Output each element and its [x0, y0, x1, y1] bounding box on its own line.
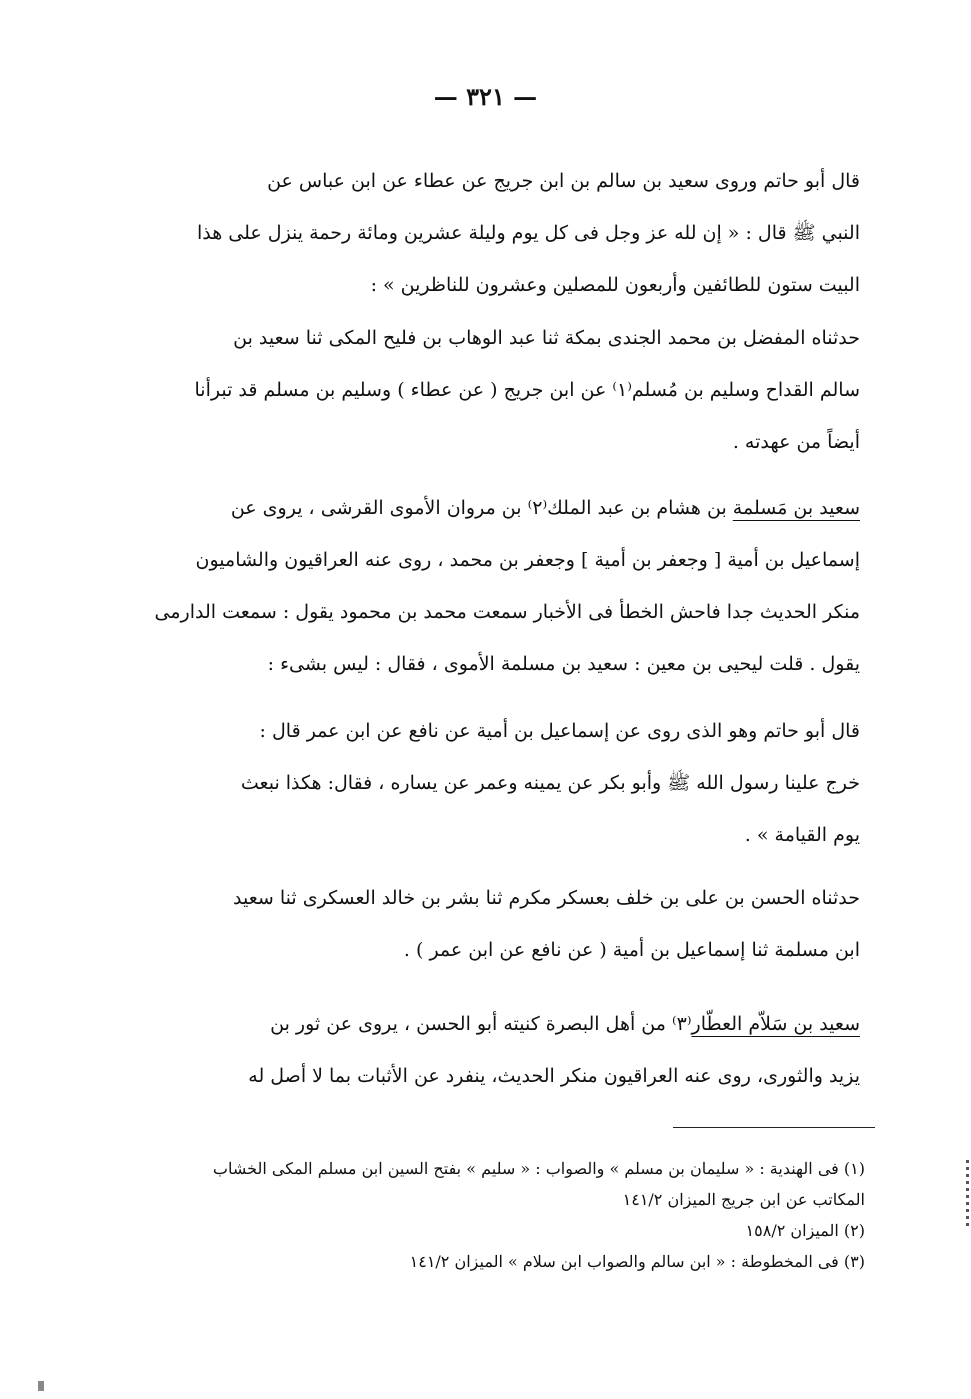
footnote: المكاتب عن ابن جريج الميزان ١٤١/٢	[622, 1190, 865, 1209]
text-line: يوم القيامة » .	[744, 824, 860, 846]
text-line-rest: بن هشام بن عبد الملك⁽٢⁾ بن مروان الأموى القرشى ، يروى عن	[230, 497, 727, 519]
text-line: قال أبو حاتم وهو الذى روى عن إسماعيل بن أمية عن نافع عن ابن عمر قال :	[259, 720, 860, 742]
footnote: (١) فى الهندية : « سليمان بن مسلم » والصواب : « سليم » بفتح السين ابن مسلم المكى الخشاب	[212, 1159, 865, 1178]
text-line-rest: ⁽٣⁾ من أهل البصرة كنيته أبو الحسن ، يروى عن ثور بن	[270, 1013, 692, 1035]
footnote: (٢) الميزان ١٥٨/٢	[745, 1221, 865, 1240]
scan-edge-mark	[966, 1160, 969, 1230]
scan-corner-mark	[38, 1381, 44, 1391]
paragraph	[135, 312, 860, 468]
text-line: قال أبو حاتم وروى سعيد بن سالم بن ابن جريج عن عطاء عن ابن عباس عن	[267, 170, 860, 192]
footnote-separator	[673, 1127, 875, 1128]
entry-paragraph	[135, 482, 860, 690]
paragraph	[135, 155, 860, 311]
text-line: سالم القداح وسليم بن مُسلم⁽١⁾ عن ابن جريج ( عن عطاء ) وسليم بن مسلم قد تبرأنا	[194, 379, 860, 401]
footnote: (٣) فى المخطوطة : « ابن سالم والصواب ابن سلام » الميزان ١٤١/٢	[409, 1252, 865, 1271]
text-line	[135, 482, 860, 534]
text-line	[135, 998, 860, 1050]
page-number: — ٣٢١ —	[433, 82, 538, 111]
entry-name: سعيد بن مَسلمة	[732, 497, 860, 519]
text-line: إسماعيل بن أمية [ وجعفر بن أمية ] وجعفر بن محمد ، روى عنه العراقيون والشاميون	[195, 549, 860, 571]
text-line: أيضاً من عهدته .	[732, 431, 860, 453]
text-line: منكر الحديث جدا فاحش الخطأ فى الأخبار سمعت محمد بن محمود يقول : سمعت الدارمى	[154, 601, 860, 623]
text-line: النبي ﷺ قال : « إن لله عز وجل فى كل يوم وليلة عشرين ومائة رحمة ينزل على هذا	[196, 222, 860, 244]
entry-paragraph	[135, 998, 860, 1102]
text-line: حدثناه الحسن بن على بن خلف بعسكر مكرم ثنا بشر بن خالد العسكرى ثنا سعيد	[233, 887, 860, 909]
text-line: يقول . قلت ليحيى بن معين : سعيد بن مسلمة الأموى ، فقال : ليس بشىء :	[267, 653, 860, 675]
text-line: خرج علينا رسول الله ﷺ وأبو بكر عن يمينه وعمر عن يساره ، فقال: هكذا نبعث	[240, 772, 860, 794]
text-line: حدثناه المفضل بن محمد الجندى بمكة ثنا عبد الوهاب بن فليح المكى ثنا سعيد بن	[233, 327, 860, 349]
text-line: يزيد والثورى، روى عنه العراقيون منكر الحديث، ينفرد عن الأثبات بما لا أصل له	[248, 1065, 860, 1087]
text-line: البيت ستون للطائفين وأربعون للمصلين وعشرون للناظرين » :	[370, 274, 860, 296]
text-line: ابن مسلمة ثنا إسماعيل بن أمية ( عن نافع عن ابن عمر ) .	[403, 939, 860, 961]
paragraph	[135, 705, 860, 861]
paragraph	[135, 872, 860, 976]
footnotes	[140, 1153, 865, 1277]
entry-name: سعيد بن سَلاّم العطّار	[691, 1013, 860, 1035]
